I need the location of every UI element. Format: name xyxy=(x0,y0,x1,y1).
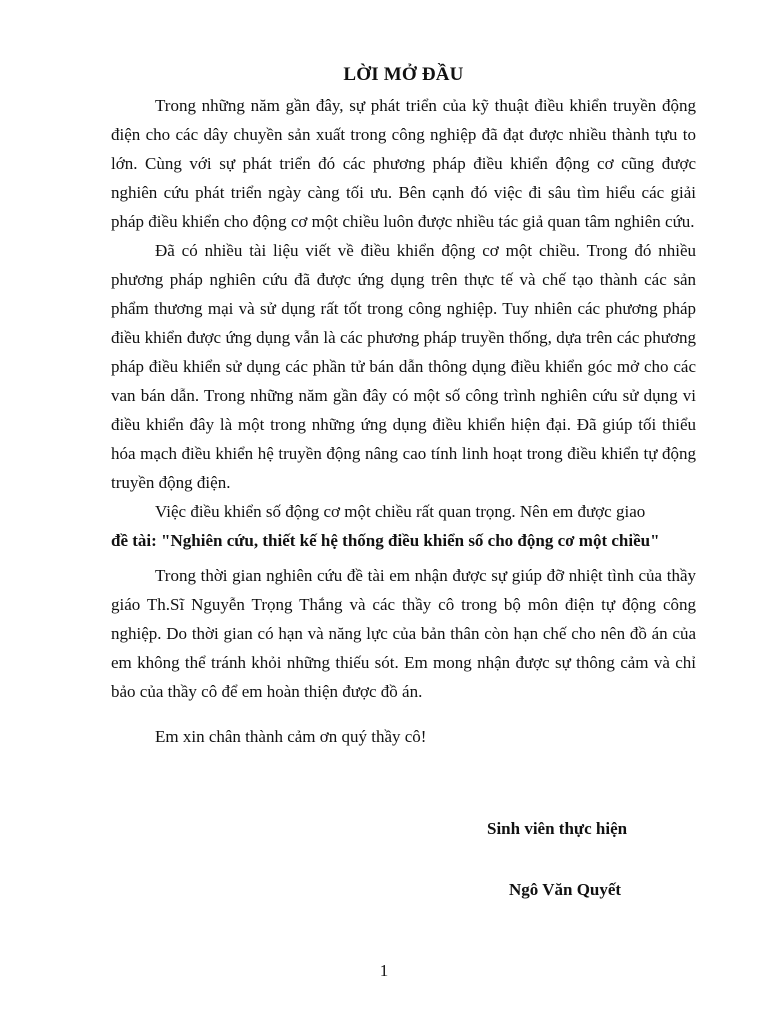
document-title: LỜI MỞ ĐẦU xyxy=(343,64,464,85)
thesis-topic-line: đề tài: "Nghiên cứu, thiết kế hệ thống điều khiển số cho động cơ một chiều" xyxy=(111,531,660,550)
intro-paragraph-3-line-1: Việc điều khiển số động cơ một chiều rất quan trọng. Nên em được giao xyxy=(155,502,646,521)
signature-role: Sinh viên thực hiện xyxy=(487,819,628,838)
intro-paragraph-4: Trong thời gian nghiên cứu đề tài em nhận được sự giúp đỡ nhiệt tình của thầy giáo Th.Sĩ Nguyễn Trọng Thắng và các thầy cô trong bộ môn điện tự động công nghiệp. Do thời gian có hạn và năng lực của bản thân còn hạn chế cho nên đồ án của em không thể tránh khỏi những thiếu sót. Em mong nhận được sự thông cảm và chỉ bảo của thầy cô để em hoàn thiện được đồ án. xyxy=(111,566,696,701)
intro-paragraph-2: Đã có nhiều tài liệu viết về điều khiển động cơ một chiều. Trong đó nhiều phương pháp nghiên cứu đã được ứng dụng trên thực tế và chế tạo thành các sản phẩm thương mại và sử dụng rất tốt trong công nghiệp. Tuy nhiên các phương pháp điều khiển được ứng dụng vẫn là các phương pháp truyền thống, dựa trên các phương pháp điều khiển sử dụng các phần tử bán dẫn thông dụng điều khiển góc mở cho các van bán dẫn. Trong những năm gần đây có một số công trình nghiên cứu sử dụng vi điều khiển đây là một trong những ứng dụng điều khiển hiện đại. Đã giúp tối thiểu hóa mạch điều khiển hệ truyền động nâng cao tính linh hoạt trong điều khiển tự động truyền động điện. xyxy=(111,241,696,492)
closing-line: Em xin chân thành cảm ơn quý thầy cô! xyxy=(155,727,427,746)
page-number: 1 xyxy=(379,961,389,980)
intro-paragraph-1: Trong những năm gần đây, sự phát triển của kỹ thuật điều khiển truyền động điện cho các dây chuyền sản xuất trong công nghiệp đã đạt được nhiều thành tựu to lớn. Cùng với sự phát triển đó các phương pháp điều khiển động cơ cũng được nghiên cứu phát triển ngày càng tối ưu. Bên cạnh đó việc đi sâu tìm hiểu các giải pháp điều khiển cho động cơ một chiều luôn được nhiều tác giả quan tâm nghiên cứu. xyxy=(111,96,696,231)
signature-name: Ngô Văn Quyết xyxy=(509,880,622,899)
